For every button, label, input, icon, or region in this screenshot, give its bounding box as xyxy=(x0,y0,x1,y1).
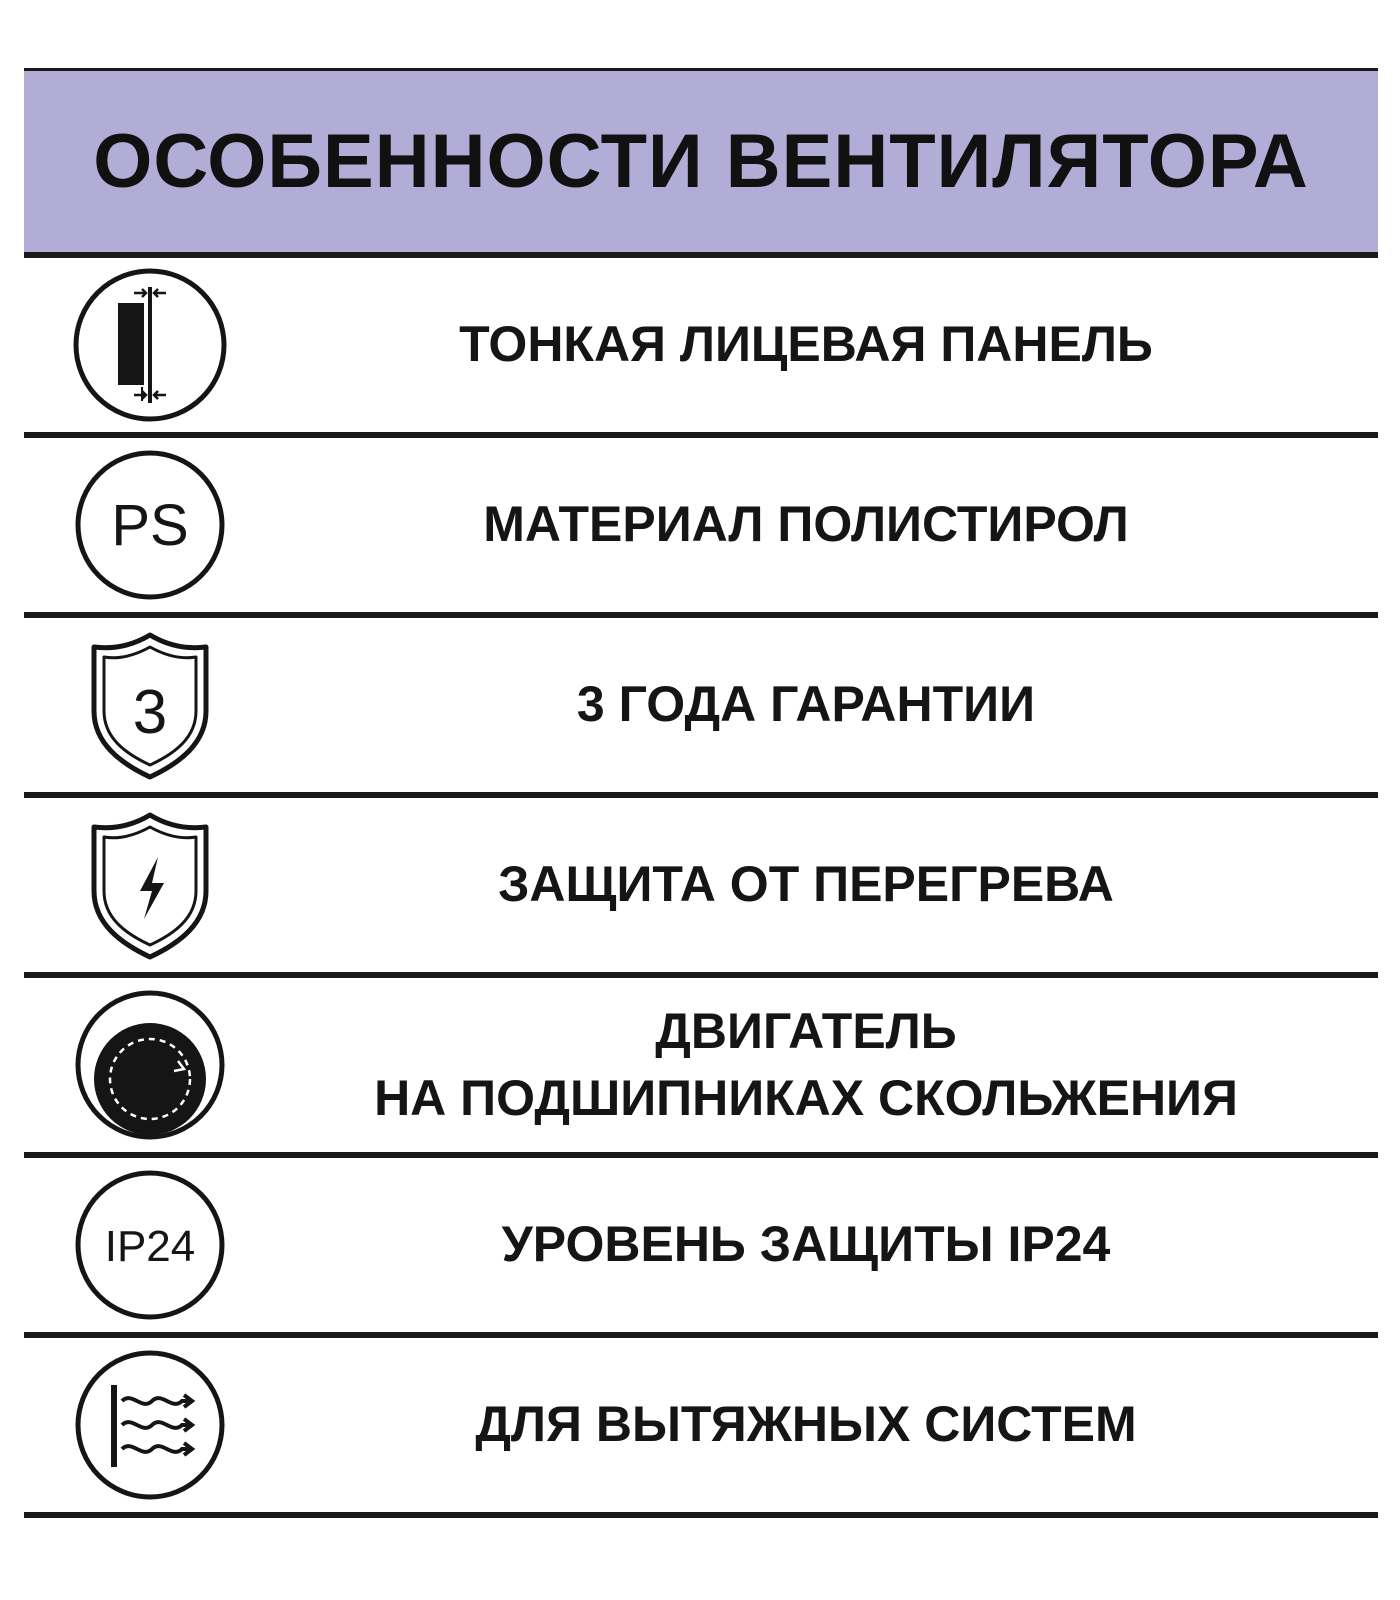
feature-label xyxy=(254,438,1358,612)
ps-icon-text: PS xyxy=(111,493,189,558)
bearing-motor-icon xyxy=(70,985,230,1145)
feature-list xyxy=(24,258,1378,1518)
warranty-icon-text: 3 xyxy=(132,678,168,747)
feature-label xyxy=(254,258,1358,432)
feature-row-material xyxy=(24,438,1378,618)
feature-label xyxy=(254,978,1358,1152)
feature-label-line: МАТЕРИАЛ ПОЛИСТИРОЛ xyxy=(483,496,1129,553)
feature-row-overheat xyxy=(24,798,1378,978)
feature-label-line: ТОНКАЯ ЛИЦЕВАЯ ПАНЕЛЬ xyxy=(459,316,1153,373)
feature-row-motor xyxy=(24,978,1378,1158)
header-banner xyxy=(24,68,1378,258)
feature-label-line: НА ПОДШИПНИКАХ СКОЛЬЖЕНИЯ xyxy=(374,1070,1238,1126)
feature-label xyxy=(254,798,1358,972)
feature-label xyxy=(254,1338,1358,1512)
thin-panel-icon xyxy=(70,265,230,425)
ps-material-icon xyxy=(70,445,230,605)
warranty-shield-icon xyxy=(70,625,230,785)
feature-row-thin-panel xyxy=(24,258,1378,438)
feature-label xyxy=(254,1158,1358,1332)
feature-label-line: ДЛЯ ВЫТЯЖНЫХ СИСТЕМ xyxy=(475,1396,1137,1453)
feature-row-ip24 xyxy=(24,1158,1378,1338)
feature-row-warranty xyxy=(24,618,1378,798)
feature-label-line: ЗАЩИТА ОТ ПЕРЕГРЕВА xyxy=(498,856,1114,913)
ip24-icon-text: IP24 xyxy=(104,1222,196,1271)
feature-label-line: 3 ГОДА ГАРАНТИИ xyxy=(576,676,1036,733)
ip24-icon xyxy=(70,1165,230,1325)
feature-label-line: УРОВЕНЬ ЗАЩИТЫ IP24 xyxy=(501,1216,1111,1273)
page-title: ОСОБЕННОСТИ ВЕНТИЛЯТОРА xyxy=(93,119,1309,204)
lightning-shield-icon xyxy=(70,805,230,965)
feature-label-line: ДВИГАТЕЛЬ xyxy=(655,1002,957,1059)
exhaust-airflow-icon xyxy=(70,1345,230,1505)
feature-row-exhaust xyxy=(24,1338,1378,1518)
feature-label xyxy=(254,618,1358,792)
